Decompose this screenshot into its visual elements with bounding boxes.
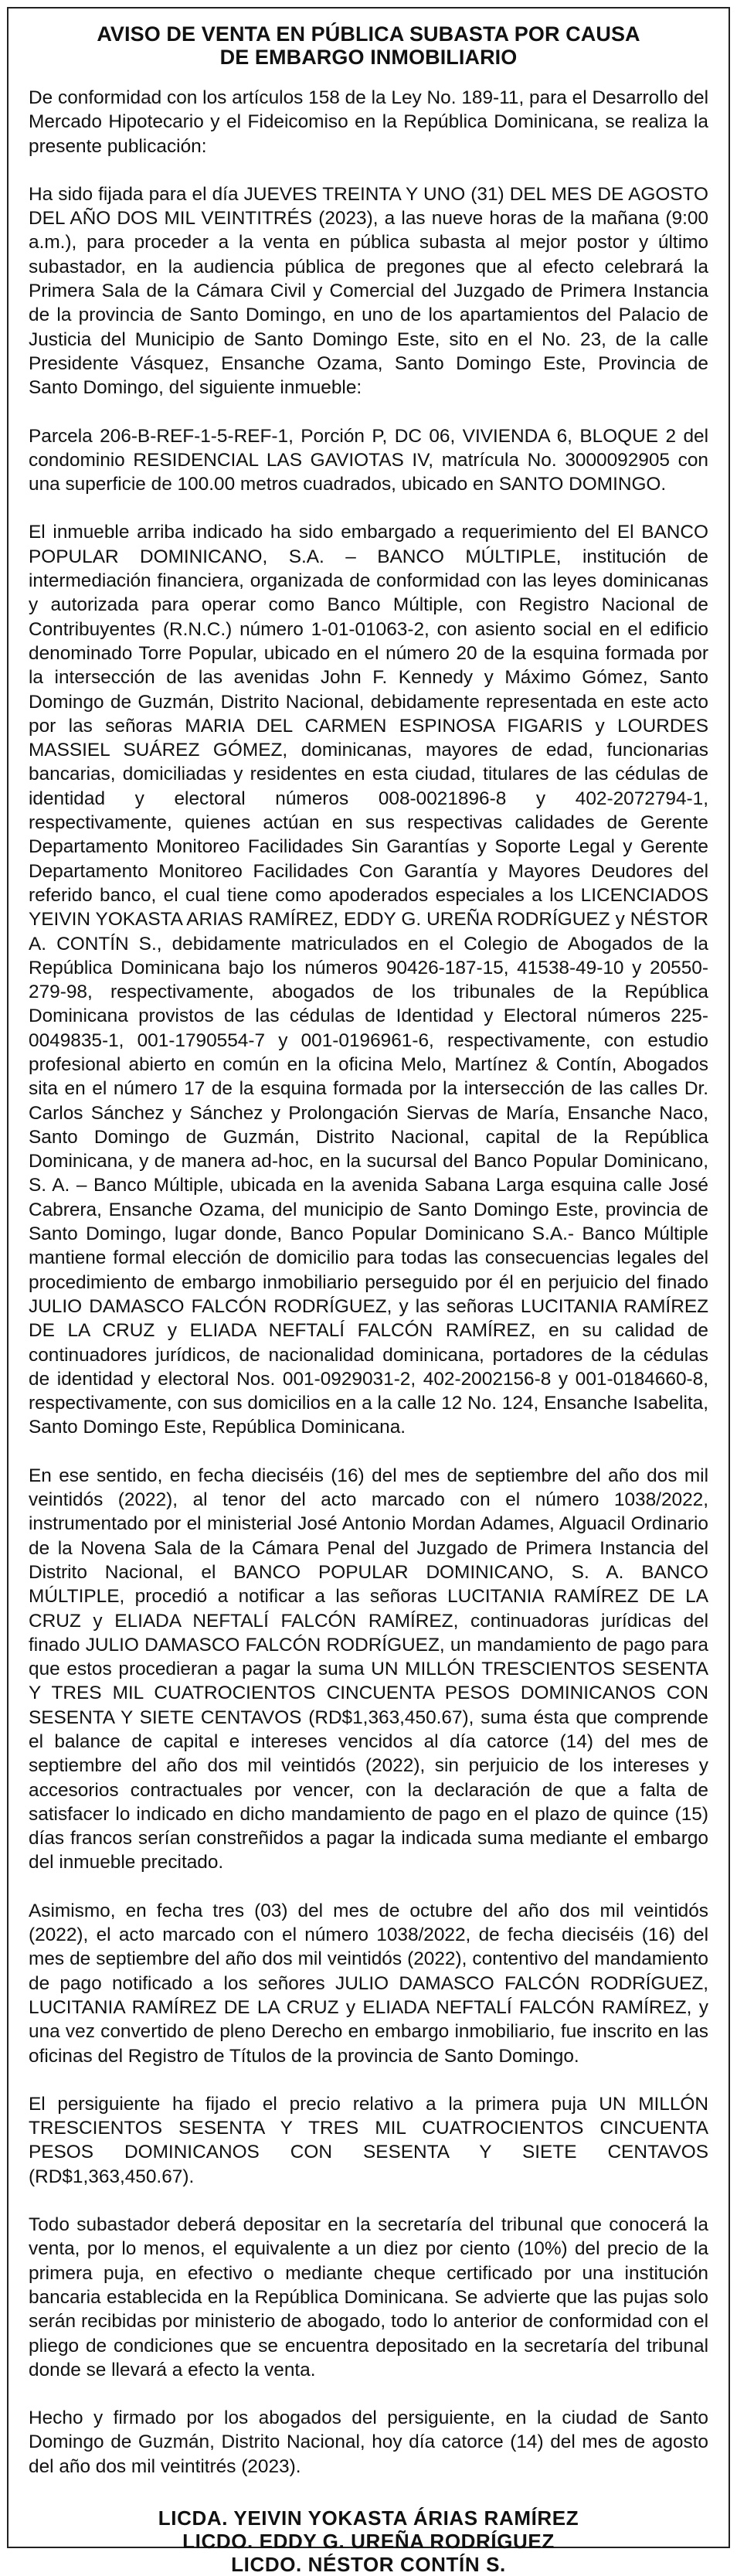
notice-paragraph-seizure: El inmueble arriba indicado ha sido embargado a requerimiento del El BANCO POPULAR DOMINICANO, S.A. – BANCO MÚLTIPLE, institución de intermediación financiera, organizada de conformidad con las leyes dominicanas y autorizada para operar como Banco Múltiple, con Registro Nacional de Contribuyentes (R.N.C.) número 1-01-01063-2, con asiento social en el edificio denominado Torre Popular, ubicado en el número 20 de la esquina formada por la intersección de las avenidas John F. Kennedy y Máximo Gómez, Santo Domingo de Guzmán, Distrito Nacional, debidamente representada en este acto por las señoras MARIA DEL CARMEN ESPINOSA FIGARIS y LOURDES MASSIEL SUÁREZ GÓMEZ, dominicanas, mayores de edad, funcionarias bancarias, domiciliadas y residentes en esta ciudad, titulares de las cédulas de identidad y electoral números 008-0021896-8 y 402-2072794-1, respectivamente, quienes actúan en sus respectivas calidades de Gerente Departamento Monitoreo Facilidades Sin Garantías y Soporte Legal y Gerente Departamento Monitoreo Facilidades Con Garantía y Mayores Deudores del referido banco, el cual tiene como apoderados especiales a los LICENCIADOS YEIVIN YOKASTA ARIAS RAMÍREZ, EDDY G. UREÑA RODRÍGUEZ y NÉSTOR A. CONTÍN S., debidamente matriculados en el Colegio de Abogados de la República Dominicana bajo los números 90426-187-15, 41538-49-10 y 20550-279-98, respectivamente, abogados de los tribunales de la República Dominicana provistos de las cédulas de Identidad y Electoral números 225-0049835-1, 001-1790554-7 y 001-0196961-6, respectivamente, con estudio profesional abierto en común en la oficina Melo, Martínez & Contín, Abogados sita en el número 17 de la esquina formada por la intersección de las calles Dr. Carlos Sánchez y Sánchez y Prolongación Siervas de María, Ensanche Naco, Santo Domingo de Guzmán, Distrito Nacional, capital de la República Dominicana, y de manera ad-hoc, en la sucursal del Banco Popular Dominicano, S. A. – Banco Múltiple, ubicada en la avenida Sabana Larga esquina calle José Cabrera, Ensanche Ozama, del municipio de Santo Domingo Este, provincia de Santo Domingo, lugar donde, Banco Popular Dominicano S.A.- Banco Múltiple mantiene formal elección de domicilio para todas las consecuencias legales del procedimiento de embargo inmobiliario perseguido por él en perjuicio del finado JULIO DAMASCO FALCÓN RODRÍGUEZ, y las señoras LUCITANIA RAMÍREZ DE LA CRUZ y ELIADA NEFTALÍ FALCÓN RAMÍREZ, en su calidad de continuadores jurídicos, de nacionalidad dominicana, portadores de la cédulas de identidad y electoral Nos. 001-0929031-2, 402-2002156-8 y 001-0184660-8, respectivamente, con sus domicilios en a la calle 12 No. 124, Ensanche Isabelita, Santo Domingo Este, República Dominicana. — [29, 522, 708, 1438]
notice-title-line: DE EMBARGO INMOBILIARIO — [219, 46, 518, 69]
notice-title — [29, 22, 708, 69]
notice-paragraph-auction-date: Ha sido fijada para el día JUEVES TREINTA Y UNO (31) DEL MES DE AGOSTO DEL AÑO DOS MIL VEINTITRÉS (2023), a las nueve horas de la mañana (9:00 a.m.), para proceder a la venta en pública subasta al mejor postor y último subastador, en la audiencia pública de pregones que al efecto celebrará la Primera Sala de la Cámara Civil y Comercial del Juzgado de Primera Instancia de la provincia de Santo Domingo, en uno de los apartamientos del Palacio de Justicia del Municipio de Santo Domingo Este, sito en el No. 23, de la calle Presidente Vásquez, Ensanche Ozama, Santo Domingo Este, Provincia de Santo Domingo, del siguiente inmueble: — [29, 183, 708, 399]
notice-paragraph-bidder-deposit: Todo subastador deberá depositar en la secretaría del tribunal que conocerá la venta, por lo menos, el equivalente a un diez por ciento (10%) del precio de la primera puja, en efectivo o mediante cheque certificado por una institución bancaria establecida en la República Dominicana. Se advierte que las pujas solo serán recibidas por ministerio de abogado, todo lo anterior de conformidad con el pliego de condiciones que se encuentra depositado en la secretaría del tribunal donde se llevará a efecto la venta. — [29, 2214, 708, 2380]
notice-paragraph-first-bid-price: El persiguiente ha fijado el precio relativo a la primera puja UN MILLÓN TRESCIENTOS SESENTA Y TRES MIL CUATROCIENTOS CINCUENTA PESOS DOMINICANOS CON SESENTA Y SIETE CENTAVOS (RD$1,363,450.67). — [29, 2093, 708, 2187]
signature-block — [29, 2506, 708, 2576]
legal-notice — [7, 7, 730, 2576]
notice-title-line: AVISO DE VENTA EN PÚBLICA SUBASTA POR CAUSA — [97, 22, 640, 46]
notice-paragraph-payment-order: En ese sentido, en fecha dieciséis (16) del mes de septiembre del año dos mil veintidós (2022), al tenor del acto marcado con el número 1038/2022, instrumentado por el ministerial José Antonio Mordan Adames, Alguacil Ordinario de la Novena Sala de la Cámara Penal del Juzgado de Primera Instancia del Distrito Nacional, el BANCO POPULAR DOMINICANO, S. A. BANCO MÚLTIPLE, procedió a notificar a las señoras LUCITANIA RAMÍREZ DE LA CRUZ y ELIADA NEFTALÍ FALCÓN RAMÍREZ, continuadoras jurídicas del finado JULIO DAMASCO FALCÓN RODRÍGUEZ, un mandamiento de pago para que estos procedieran a pagar la suma UN MILLÓN TRESCIENTOS SESENTA Y TRES MIL CUATROCIENTOS CINCUENTA PESOS DOMINICANOS CON SESENTA Y SIETE CENTAVOS (RD$1,363,450.67), suma ésta que comprende el balance de capital e intereses vencidos al día catorce (14) del mes de septiembre del año dos mil veintidós (2022), sin perjuicio de los intereses y accesorios contractuales por vencer, con la declaración de que a falta de satisfacer lo indicado en dicho mandamiento de pago en el plazo de quince (15) días francos serían constreñidos a pagar la indicada suma mediante el embargo del inmueble precitado. — [29, 1465, 708, 1873]
signature-line: LICDO. EDDY G. UREÑA RODRÍGUEZ — [182, 2530, 555, 2554]
signature-line: LICDO. NÉSTOR CONTÍN S. — [231, 2553, 506, 2576]
signature-line: LICDA. YEIVIN YOKASTA ÁRIAS RAMÍREZ — [158, 2506, 579, 2530]
notice-paragraph-signed: Hecho y firmado por los abogados del persiguiente, en la ciudad de Santo Domingo de Guzmán, Distrito Nacional, hoy día catorce (14) del mes de agosto del año dos mil veintitrés (2023). — [29, 2408, 708, 2477]
notice-paragraph-registration: Asimismo, en fecha tres (03) del mes de octubre del año dos mil veintidós (2022), el acto marcado con el número 1038/2022, de fecha dieciséis (16) del mes de septiembre del año dos mil veintidós (2022), contentivo del mandamiento de pago notificado a los señores JULIO DAMASCO FALCÓN RODRÍGUEZ, LUCITANIA RAMÍREZ DE LA CRUZ y ELIADA NEFTALÍ FALCÓN RAMÍREZ, y una vez convertido de pleno Derecho en embargo inmobiliario, fue inscrito en las oficinas del Registro de Títulos de la provincia de Santo Domingo. — [29, 1900, 708, 2067]
notice-paragraph-property: Parcela 206-B-REF-1-5-REF-1, Porción P, DC 06, VIVIENDA 6, BLOQUE 2 del condominio RESIDENCIAL LAS GAVIOTAS IV, matrícula No. 3000092905 con una superficie de 100.00 metros cuadrados, ubicado en SANTO DOMINGO. — [29, 425, 708, 495]
notice-paragraph-legal-basis: De conformidad con los artículos 158 de la Ley No. 189-11, para el Desarrollo del Mercado Hipotecario y el Fideicomiso en la República Dominicana, se realiza la presente publicación: — [29, 87, 708, 157]
